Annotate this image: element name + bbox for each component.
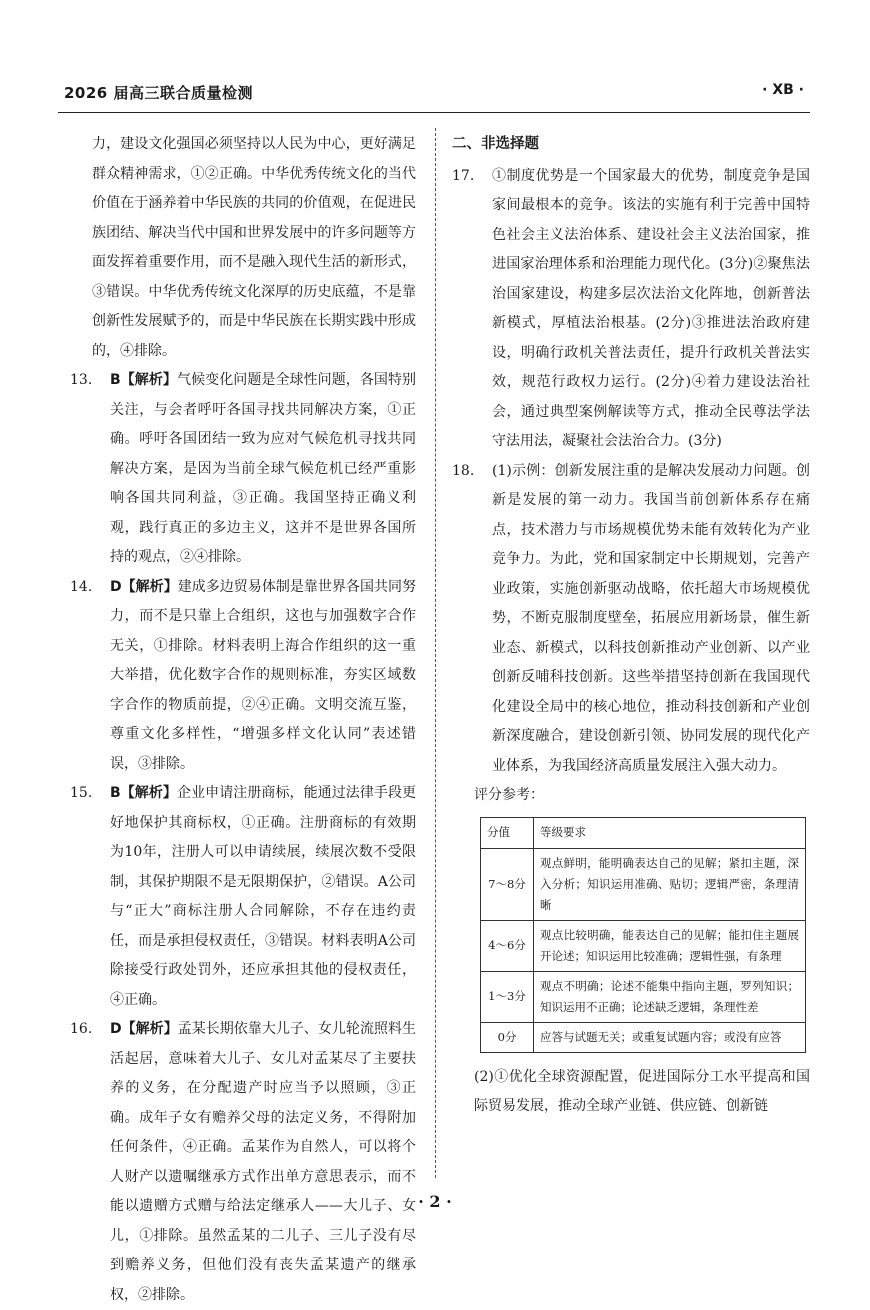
left-column [70, 130, 416, 1310]
item-number: 17. [452, 167, 475, 184]
analysis-tag: 【解析】 [120, 372, 177, 388]
score-cell: 1～3分 [481, 971, 534, 1022]
item-body [110, 779, 416, 1015]
answer-item-14 [70, 573, 416, 780]
requirement-cell: 观点鲜明，能明确表达自己的见解；紧扣主题，深入分析；知识运用准确、贴切；逻辑严密，条理清晰 [534, 848, 806, 920]
requirement-cell: 观点比较明确，能表达自己的见解；能扣住主题展开论述；知识运用比较准确；逻辑性强，有条理 [534, 920, 806, 971]
answer-letter: B [110, 785, 121, 801]
requirement-cell: 观点不明确；论述不能集中指向主题，罗列知识；知识运用不正确；论述缺乏逻辑，条理性差 [534, 971, 806, 1022]
page-number: · 2 · [418, 1192, 452, 1211]
table-row [481, 848, 806, 920]
analysis-tag: 【解析】 [121, 578, 178, 595]
table-row [481, 920, 806, 971]
column-divider [435, 128, 436, 1178]
answer-item-15 [70, 779, 416, 1015]
continued-paragraph: 力，建设文化强国必须坚持以人民为中心，更好满足群众精神需求，①②正确。中华优秀传统文化的当代价值在于涵养着中华民族的共同的价值观，在促进民族团结、解决当代中国和世界发展中的许多问题等方面发挥着重要作用，而不是融入现代生活的新形式，③错误。中华优秀传统文化深厚的历史底蕴，不是靠创新性发展赋予的，而是中华民族在长期实践中形成的，④排除。 [92, 136, 416, 359]
rubric-label: 评分参考： [474, 787, 544, 803]
analysis-tag: 【解析】 [121, 1021, 178, 1037]
item-body [110, 573, 416, 780]
header-rule [58, 112, 810, 113]
exam-title: 2026 届高三联合质量检测 [64, 84, 253, 102]
header-requirement: 等级要求 [534, 817, 806, 848]
item-body: ①制度优势是一个国家最大的优势，制度竞争是国家间最根本的竞争。该法的实施有利于完善中国特色社会主义法治体系、建设社会主义法治国家，推进国家治理体系和治理能力现代化。(3分)②聚焦法治国家建设，构建多层次法治文化阵地，创新普法新模式，厚植法治根基。(2分)③推进法治政府建设，明确行政机关普法责任，提升行政机关普法实效，规范行政权力运行。(2分)④着力建设法治社会，通过典型案例解读等方式，推动全民尊法学法守法用法，凝聚社会法治合力。(3分) [492, 167, 810, 449]
section-title: 二、非选择题 [452, 136, 539, 152]
answer-item-17 [452, 162, 810, 457]
grading-table [480, 817, 806, 1053]
item-body [110, 1015, 416, 1310]
analysis-text: 孟某长期依靠大儿子、女儿轮流照料生活起居，意味着大儿子、女儿对孟某尽了主要扶养的义务，在分配遗产时应当予以照顾，③正确。成年子女有赡养父母的法定义务，不得附加任何条件，④正确。孟某作为自然人，可以将个人财产以遗嘱继承方式作出单方意思表示，而不能以遗赠方式赠与给法定继承人——大儿子、女儿，①排除。虽然孟某的二儿子、三儿子没有尽到赡养义务，但他们没有丧失孟某遗产的继承权，②排除。 [110, 1021, 417, 1303]
table-row [481, 1022, 806, 1052]
table-row [481, 971, 806, 1022]
answer-item-16 [70, 1015, 416, 1310]
score-cell: 4～6分 [481, 920, 534, 971]
item-number: 15. [70, 785, 93, 801]
answer-letter: D [110, 1021, 122, 1037]
answer-item-18 [452, 457, 810, 782]
item-number: 13. [70, 372, 93, 388]
item-body-part1: (1)示例：创新发展注重的是解决发展动力问题。创新是发展的第一动力。我国当前创新体系存在痛点，技术潜力与市场规模优势未能有效转化为产业竞争力。为此，党和国家制定中长期规划，完善产业政策，实施创新驱动战略，依托超大市场规模优势，不断克服制度壁垒，拓展应用新场景，催生新业态、新模式，以科技创新推动产业创新、以产业创新反哺科技创新。这些举措坚持创新在我国现代化建设全局中的核心地位，推动科技创新和产业创新深度融合，建设创新引领、协同发展的现代化产业体系，为我国经济高质量发展注入强大动力。 [492, 462, 810, 774]
analysis-text: 建成多边贸易体制是靠世界各国共同努力，而不是只靠上合组织，这也与加强数字合作无关，①排除。材料表明上海合作组织的这一重大举措，优化数字合作的规则标准，夯实区域数字合作的物质前提，②④正确。文明交流互鉴，尊重文化多样性，“增强多样文化认同”表述错误，③排除。 [110, 578, 417, 772]
answer-letter: D [110, 578, 122, 595]
edition-code: · XB · [762, 82, 804, 98]
score-cell: 7～8分 [481, 848, 534, 920]
answer-item-13 [70, 366, 416, 573]
item-number: 14. [70, 578, 93, 595]
item-body-part2: (2)①优化全球资源配置，促进国际分工水平提高和国际贸易发展，推动全球产业链、供应链、创新链 [474, 1068, 810, 1114]
header-score: 分值 [481, 817, 534, 848]
table-header-row [481, 817, 806, 848]
answer-letter: B [110, 372, 121, 388]
analysis-text: 企业申请注册商标，能通过法律手段更好地保护其商标权，①正确。注册商标的有效期为10年，注册人可以申请续展，续展次数不受限制，其保护期限不是无限期保护，②错误。A公司与“正大”商标注册人合同解除，不存在违约责任，而是承担侵权责任，③错误。材料表明A公司除接受行政处罚外，还应承担其他的侵权责任，④正确。 [110, 785, 417, 1008]
item-body [110, 366, 416, 573]
analysis-tag: 【解析】 [120, 785, 177, 801]
analysis-text: 气候变化问题是全球性问题，各国特别关注，与会者呼吁各国寻找共同解决方案，①正确。呼吁各国团结一致为应对气候危机寻找共同解决方案，是因为当前全球气候危机已经严重影响各国共同利益，③正确。我国坚持正确义利观，践行真正的多边主义，这并不是世界各国所持的观点，②④排除。 [110, 372, 417, 565]
score-cell: 0分 [481, 1022, 534, 1052]
requirement-cell: 应答与试题无关；或重复试题内容；或没有应答 [534, 1022, 806, 1052]
item-number: 16. [70, 1021, 93, 1037]
item-number: 18. [452, 462, 475, 479]
right-column [452, 130, 810, 1122]
page-header [58, 80, 810, 114]
